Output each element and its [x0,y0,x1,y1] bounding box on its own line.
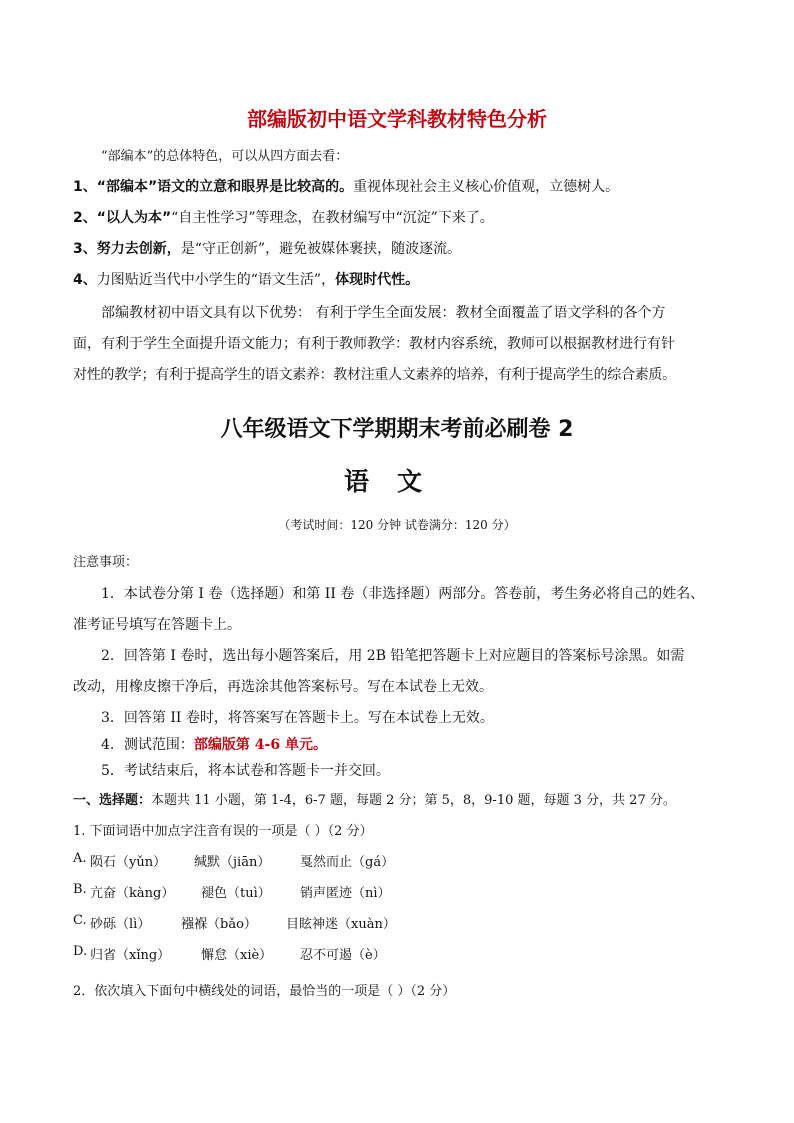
point-bold: 1、“部编本”语文的立意和眼界是比较高的。 [73,179,354,195]
option-item: 懈怠（xiè） [201,948,273,963]
notice-3: 3．回答第 II 卷时，将答案写在答题卡上。写在本试卷上无效。 [101,710,494,726]
advantages-line-1: 部编教材初中语文具有以下优势： 有利于学生全面发展：教材全面覆盖了语文学科的各个方 [101,305,666,321]
section-1-heading [73,789,676,808]
section-label: 一、选择题： [73,793,152,808]
q1-option-c [73,913,396,932]
option-item: 戛然而止（gá） [300,855,395,870]
notice-2b: 改动，用橡皮擦干净后，再选涂其他答案标号。写在本试卷上无效。 [73,679,493,695]
subject-text: 语文 [343,467,450,496]
point-bold: 4、 [73,272,97,288]
section-desc: 本题共 11 小题，第 1-4，6-7 题，每题 2 分；第 5，8，9-10 题，每题 3 分，共 27 分。 [151,793,676,808]
option-label: A. [73,851,87,866]
option-label: D. [73,944,88,959]
notice-2a: 2．回答第 I 卷时，选出每小题答案后，用 2B 铅笔把答题卡上对应题目的答案标号涂黑。如需 [101,648,685,664]
intro-point-3 [73,238,461,258]
question-1: 1. 下面词语中加点字注音有误的一项是（ ）（2 分） [73,824,373,839]
intro-lead: “部编本”的总体特色，可以从四方面去看： [101,149,349,164]
point-text: 是“守正创新”，避免被媒体裹挟，随波逐流。 [180,241,462,257]
exam-subject [0,462,794,498]
q1-option-a [73,851,395,870]
point-bold: 3、努力去创新， [73,241,181,257]
point-text: 力图贴近当代中小学生的“语文生活”， [96,272,336,288]
q1-option-b [73,882,391,901]
point-bold: 2、“以人为本” [73,210,172,226]
notice-label: 注意事项： [73,555,139,570]
question-2: 2．依次填入下面句中横线处的词语，最恰当的一项是（ ）（2 分） [73,984,456,999]
option-item: 襁褓（bǎo） [181,917,257,932]
scope-label: 4．测试范围： [101,737,194,753]
option-item: 褪色（tuì） [201,886,271,901]
option-label: C. [73,913,87,928]
notice-1b: 准考证号填写在答题卡上。 [73,617,241,633]
q1-option-d [73,944,386,963]
exam-title: 八年级语文下学期期末考前必刷卷 2 [220,417,574,442]
point-text: 重视体现社会主义核心价值观，立德树人。 [353,179,620,195]
option-item: 忍不可遏（è） [300,948,386,963]
point-bold-tail: 体现时代性。 [335,272,420,288]
option-item: 陨石（yǔn） [90,855,167,870]
notice-5: 5．考试结束后，将本试卷和答题卡一并交回。 [101,763,390,779]
point-text: “自主性学习”等理念，在教材编写中“沉淀”下来了。 [171,210,494,226]
option-item: 目眩神迷（xuàn） [286,917,396,932]
option-item: 亢奋（kàng） [90,886,175,901]
scope-value: 部编版第 4-6 单元。 [193,737,327,753]
notice-4 [101,734,327,754]
option-item: 销声匿迹（nì） [300,886,391,901]
option-label: B. [73,882,87,897]
option-item: 砂砾（lì） [90,917,151,932]
intro-point-4 [73,269,419,289]
intro-point-2 [73,207,494,227]
option-item: 缄默（jiān） [194,855,271,870]
notice-1a: 1．本试卷分第 I 卷（选择题）和第 II 卷（非选择题）两部分。答卷前，考生务必将自己的姓名、 [101,586,705,602]
advantages-line-2: 面，有利于学生全面提升语文能力；有利于教师教学：教材内容系统，教师可以根据教材进行有针 [73,336,675,352]
option-item: 归省（xǐng） [90,948,171,963]
intro-title: 部编版初中语文学科教材特色分析 [247,107,547,131]
intro-point-1 [73,176,619,196]
advantages-line-3: 对性的教学；有利于提高学生的语文素养：教材注重人文素养的培养，有利于提高学生的综合素质。 [73,367,676,383]
exam-time-info: （考试时间：120 分钟 试卷满分：120 分） [278,518,516,532]
